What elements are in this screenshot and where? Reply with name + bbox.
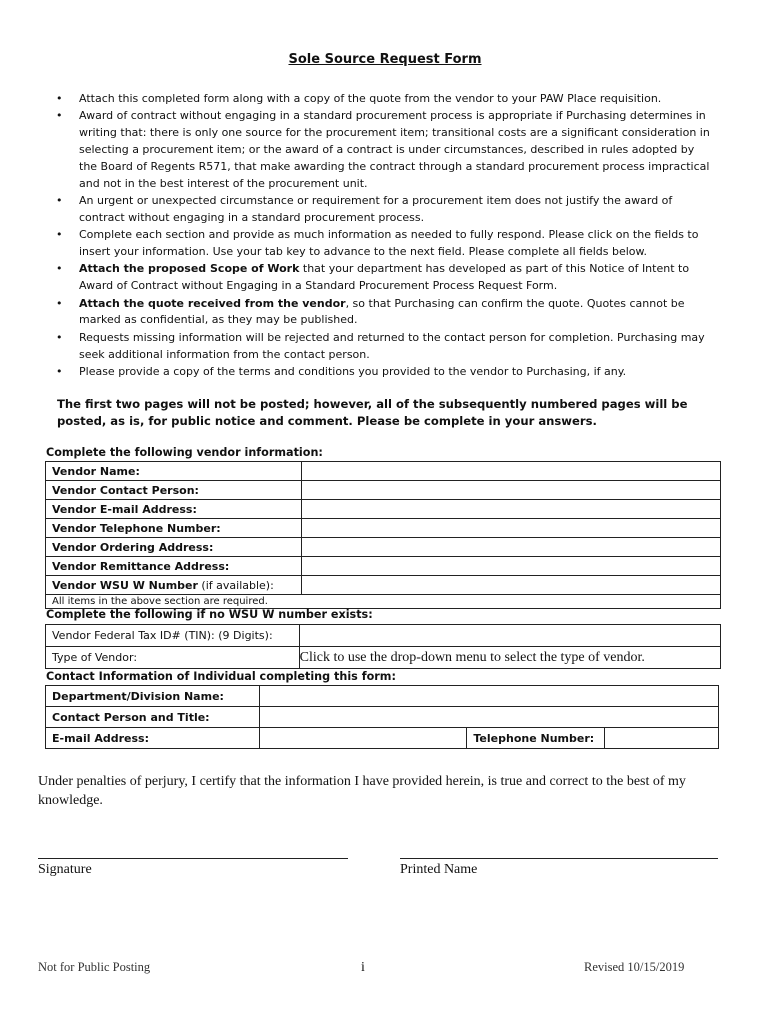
contact-section-heading: Contact Information of Individual completing this form:: [46, 670, 396, 683]
tin-label: Vendor Federal Tax ID# (TIN): (9 Digits):: [46, 625, 300, 647]
vendor-email-field[interactable]: [301, 500, 720, 519]
instruction-item: • Attach the proposed Scope of Work that your department has developed as part of this Notice of Intent to Award of Contract without Engaging in a Standard Procurement Process Request Form.: [56, 261, 710, 295]
instruction-list: [56, 91, 710, 381]
vendor-email-row: [46, 500, 721, 519]
footer-not-public: Not for Public Posting: [38, 960, 151, 974]
certification-statement: Under penalties of perjury, I certify that the information I have provided herein, is true and correct to the best of my knowledge.: [38, 774, 686, 808]
vendor-type-label: Type of Vendor:: [46, 647, 300, 669]
contact-person-field[interactable]: [259, 707, 718, 728]
vendor-remittance-row: [46, 557, 721, 576]
vendor-info-table: [45, 461, 721, 609]
vendor-name-field[interactable]: [301, 462, 720, 481]
vendor-phone-field[interactable]: [301, 519, 720, 538]
email-field[interactable]: [259, 728, 467, 749]
tin-field[interactable]: [299, 625, 720, 647]
vendor-phone-label: Vendor Telephone Number:: [46, 519, 302, 538]
signature-label: Signature: [38, 862, 92, 877]
vendor-phone-row: [46, 519, 721, 538]
vendor-w-number-suffix: (if available):: [197, 578, 274, 592]
instruction-bold: Attach the proposed Scope of Work: [79, 262, 300, 276]
contact-person-row: [46, 707, 719, 728]
vendor-type-dropdown[interactable]: Click to use the drop-down menu to select the type of vendor.: [299, 647, 720, 669]
vendor-w-number-row: [46, 576, 721, 595]
tin-table: [45, 624, 721, 669]
vendor-type-row: [46, 647, 721, 669]
form-title: Sole Source Request Form: [288, 52, 482, 67]
instruction-item: • An urgent or unexpected circumstance or requirement for a procurement item does not justify the award of contract without engaging in a standard procurement process.: [56, 193, 710, 227]
instruction-item: • Award of contract without engaging in a standard procurement process is appropriate if Purchasing determines in writing that: there is only one source for the procurement item; transitional costs are a significant consideration in selecting a procurement item; or the award of a contract is under circumstances, described in rules adopted by the Board of Regents R571, that make awarding the contract through a standard procurement process impractical and not in the best interest of the procurement unit.: [56, 108, 710, 192]
vendor-ordering-label: Vendor Ordering Address:: [46, 538, 302, 557]
public-posting-notice: The first two pages will not be posted; however, all of the subsequently numbered pages will be posted, as is, for public notice and comment. Please be complete in your answers.: [57, 397, 688, 428]
department-row: [46, 686, 719, 707]
vendor-remittance-label: Vendor Remittance Address:: [46, 557, 302, 576]
instruction-item: • Requests missing information will be rejected and returned to the contact person for completion. Purchasing may seek additional information from the contact person.: [56, 330, 710, 364]
vendor-ordering-field[interactable]: [301, 538, 720, 557]
instruction-bold: Attach the quote received from the vendor: [79, 296, 346, 310]
vendor-note-row: [46, 595, 721, 609]
contact-person-label: Contact Person and Title:: [46, 707, 260, 728]
vendor-name-row: [46, 462, 721, 481]
instruction-item: • Complete each section and provide as much information as needed to fully respond. Please click on the fields to insert your information. Use your tab key to advance to the next field. Please complete all fields below.: [56, 227, 710, 261]
page-number: i: [361, 960, 365, 975]
department-field[interactable]: [259, 686, 718, 707]
vendor-w-number-field[interactable]: [301, 576, 720, 595]
contact-table: [45, 685, 719, 749]
vendor-w-number-label-cell: [46, 576, 302, 595]
email-phone-row: [46, 728, 719, 749]
vendor-email-label: Vendor E-mail Address:: [46, 500, 302, 519]
signature-line[interactable]: [38, 858, 348, 859]
instruction-item: • Please provide a copy of the terms and conditions you provided to the vendor to Purchasing, if any.: [56, 364, 710, 381]
tin-row: [46, 625, 721, 647]
vendor-section-heading: Complete the following vendor information:: [46, 446, 323, 459]
printed-name-line[interactable]: [400, 858, 718, 859]
instruction-item: • Attach this completed form along with a copy of the quote from the vendor to your PAW Place requisition.: [56, 91, 710, 108]
printed-name-label: Printed Name: [400, 862, 478, 877]
instruction-item: • Attach the quote received from the vendor, so that Purchasing can confirm the quote. Quotes cannot be marked as confidential, as they may be published.: [56, 296, 710, 330]
email-label: E-mail Address:: [46, 728, 260, 749]
vendor-ordering-row: [46, 538, 721, 557]
vendor-remittance-field[interactable]: [301, 557, 720, 576]
vendor-contact-field[interactable]: [301, 481, 720, 500]
phone-label: Telephone Number:: [467, 728, 605, 749]
vendor-w-number-label: Vendor WSU W Number: [52, 578, 198, 592]
vendor-contact-row: [46, 481, 721, 500]
revision-date: Revised 10/15/2019: [584, 960, 685, 974]
vendor-contact-label: Vendor Contact Person:: [46, 481, 302, 500]
tin-section-heading: Complete the following if no WSU W number exists:: [46, 608, 373, 621]
required-note: All items in the above section are required.: [46, 595, 721, 609]
department-label: Department/Division Name:: [46, 686, 260, 707]
vendor-name-label: Vendor Name:: [46, 462, 302, 481]
phone-field[interactable]: [605, 728, 719, 749]
